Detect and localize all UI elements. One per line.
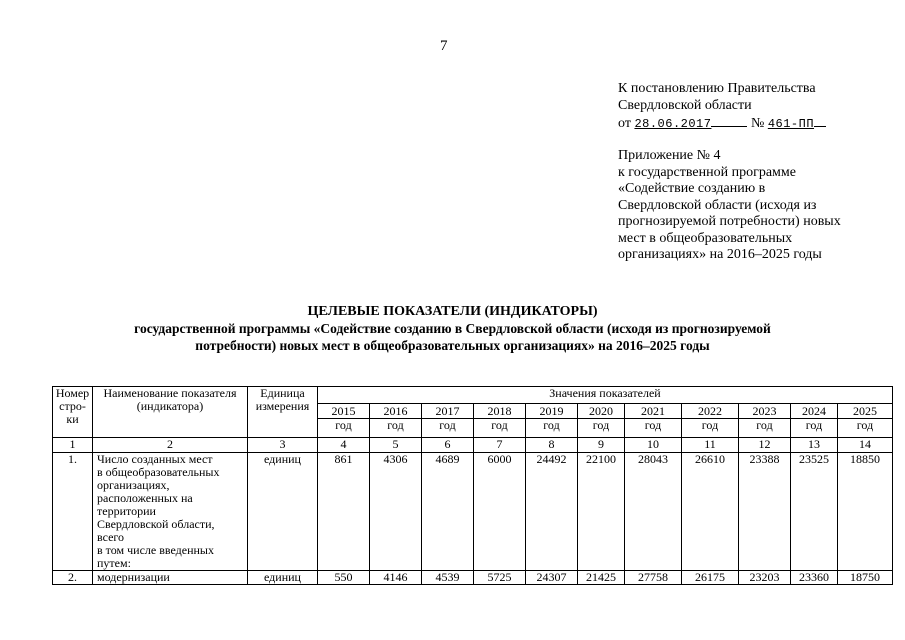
value-cell: 4689	[422, 453, 474, 571]
decree-line-2: Свердловской области	[618, 98, 752, 113]
indicator-name-line: Свердловской области,	[97, 517, 215, 531]
column-number-cell: 13	[791, 438, 838, 453]
header-text: ки	[66, 412, 79, 426]
value-cell: 23360	[791, 571, 838, 585]
year-label: 2024	[791, 405, 837, 419]
header-values: Значения показателей	[318, 387, 893, 404]
value-cell: 18750	[838, 571, 893, 585]
year-header-cell	[370, 404, 422, 438]
column-number-cell: 7	[474, 438, 526, 453]
year-label: 2023	[739, 405, 790, 419]
document-title: ЦЕЛЕВЫЕ ПОКАЗАТЕЛИ (ИНДИКАТОРЫ)	[307, 304, 598, 319]
header-row-number	[53, 387, 93, 438]
indicator-name-line: путем:	[97, 556, 131, 570]
value-cell: 6000	[474, 453, 526, 571]
table-row	[53, 453, 893, 571]
appendix-line: прогнозируемой потребности) новых	[618, 214, 841, 229]
value-cell: 23525	[791, 453, 838, 571]
year-header-cell	[318, 404, 370, 438]
year-suffix: год	[805, 418, 823, 432]
value-cell: 26175	[682, 571, 739, 585]
indicator-name-line: в том числе введенных	[97, 543, 214, 557]
header-indicator-name	[93, 387, 248, 438]
year-header-cell	[791, 404, 838, 438]
decree-number: 461-ПП	[767, 117, 815, 131]
value-cell: 27758	[625, 571, 682, 585]
header-text: Единица	[260, 386, 305, 400]
value-cell: 26610	[682, 453, 739, 571]
year-suffix: год	[491, 418, 508, 432]
document-subtitle-line-1: государственной программы «Содействие созданию в Свердловской области (исходя из прогнозируемой	[134, 321, 771, 336]
indicator-name-line: территории	[97, 504, 156, 518]
year-label: 2022	[682, 405, 738, 419]
year-header-cell	[625, 404, 682, 438]
year-header-cell	[526, 404, 578, 438]
year-header-cell	[474, 404, 526, 438]
year-header-cell	[682, 404, 739, 438]
year-label: 2017	[422, 405, 473, 419]
value-cell: 24307	[526, 571, 578, 585]
value-cell: 28043	[625, 453, 682, 571]
year-suffix: год	[543, 418, 560, 432]
decree-from-label: от	[618, 116, 631, 131]
appendix-line: Свердловской области (исходя из	[618, 197, 817, 213]
header-text: измерения	[255, 399, 310, 413]
appendix-line: к государственной программе	[618, 164, 796, 180]
decree-date: 28.06.2017	[634, 117, 712, 131]
row-number-cell: 2.	[53, 571, 93, 585]
value-cell: 18850	[838, 453, 893, 571]
column-number-row	[53, 438, 893, 453]
year-label: 2019	[526, 405, 577, 419]
table-row	[53, 571, 893, 585]
year-header-cell	[422, 404, 474, 438]
indicator-name-line: организациях,	[97, 478, 170, 492]
year-label: 2015	[318, 405, 369, 419]
value-cell: 4539	[422, 571, 474, 585]
header-unit	[248, 387, 318, 438]
year-suffix: год	[439, 418, 456, 432]
value-cell: 5725	[474, 571, 526, 585]
decree-line-3	[618, 114, 826, 133]
column-number-cell: 6	[422, 438, 474, 453]
column-number-cell: 8	[526, 438, 578, 453]
indicator-name-line: Число созданных мест	[97, 452, 213, 466]
column-number-cell: 9	[578, 438, 625, 453]
year-label: 2021	[625, 405, 681, 419]
decree-reference	[618, 80, 826, 133]
year-label: 2018	[474, 405, 525, 419]
column-number-cell: 11	[682, 438, 739, 453]
year-header-cell	[578, 404, 625, 438]
column-number-cell: 1	[53, 438, 93, 453]
value-cell: 24492	[526, 453, 578, 571]
indicator-name-line: в общеобразовательных	[97, 465, 220, 479]
value-cell: 21425	[578, 571, 625, 585]
year-header-cell	[739, 404, 791, 438]
row-number-cell: 1.	[53, 453, 93, 571]
year-suffix: год	[701, 418, 719, 432]
appendix-line: организациях» на 2016–2025 годы	[618, 247, 822, 262]
indicator-name-line: всего	[97, 530, 125, 544]
decree-number-label: №	[750, 116, 765, 131]
value-cell: 4306	[370, 453, 422, 571]
value-cell: 23203	[739, 571, 791, 585]
year-suffix: год	[856, 418, 874, 432]
decree-line-1: К постановлению Правительства	[618, 81, 816, 96]
value-cell: 550	[318, 571, 370, 585]
column-number-cell: 3	[248, 438, 318, 453]
column-number-cell: 12	[739, 438, 791, 453]
header-text: Наименование показателя	[103, 386, 237, 400]
indicators-table	[52, 386, 893, 585]
year-label: 2020	[578, 405, 624, 419]
year-header-cell	[838, 404, 893, 438]
year-suffix: год	[335, 418, 352, 432]
year-label: 2016	[370, 405, 421, 419]
appendix-line: Приложение № 4	[618, 148, 721, 163]
year-suffix: год	[644, 418, 662, 432]
indicator-name-cell	[93, 453, 248, 571]
appendix-line: «Содействие созданию в	[618, 181, 766, 196]
year-suffix: год	[387, 418, 404, 432]
value-cell: 861	[318, 453, 370, 571]
value-cell: 22100	[578, 453, 625, 571]
header-text: (индикатора)	[136, 399, 204, 413]
year-suffix: год	[592, 418, 610, 432]
column-number-cell: 10	[625, 438, 682, 453]
appendix-line: мест в общеобразовательных	[618, 230, 793, 246]
date-underline	[711, 114, 747, 127]
unit-cell: единиц	[248, 453, 318, 571]
header-text: Номер	[55, 386, 90, 400]
number-underline	[814, 114, 826, 127]
unit-cell: единиц	[248, 571, 318, 585]
appendix-block	[618, 148, 888, 264]
value-cell: 4146	[370, 571, 422, 585]
indicator-name-line: модернизации	[97, 570, 170, 584]
column-number-cell: 14	[838, 438, 893, 453]
page-number: 7	[440, 38, 448, 54]
column-number-cell: 2	[93, 438, 248, 453]
value-cell: 23388	[739, 453, 791, 571]
document-subtitle-line-2: потребности) новых мест в общеобразовательных организациях» на 2016–2025 годы	[195, 338, 710, 353]
year-suffix: год	[756, 418, 773, 432]
indicator-name-line: расположенных на	[97, 491, 193, 505]
column-number-cell: 4	[318, 438, 370, 453]
indicator-name-cell	[93, 571, 248, 585]
column-number-cell: 5	[370, 438, 422, 453]
header-text: стро-	[59, 399, 86, 413]
year-label: 2025	[838, 405, 892, 419]
header-row-1	[53, 387, 893, 404]
